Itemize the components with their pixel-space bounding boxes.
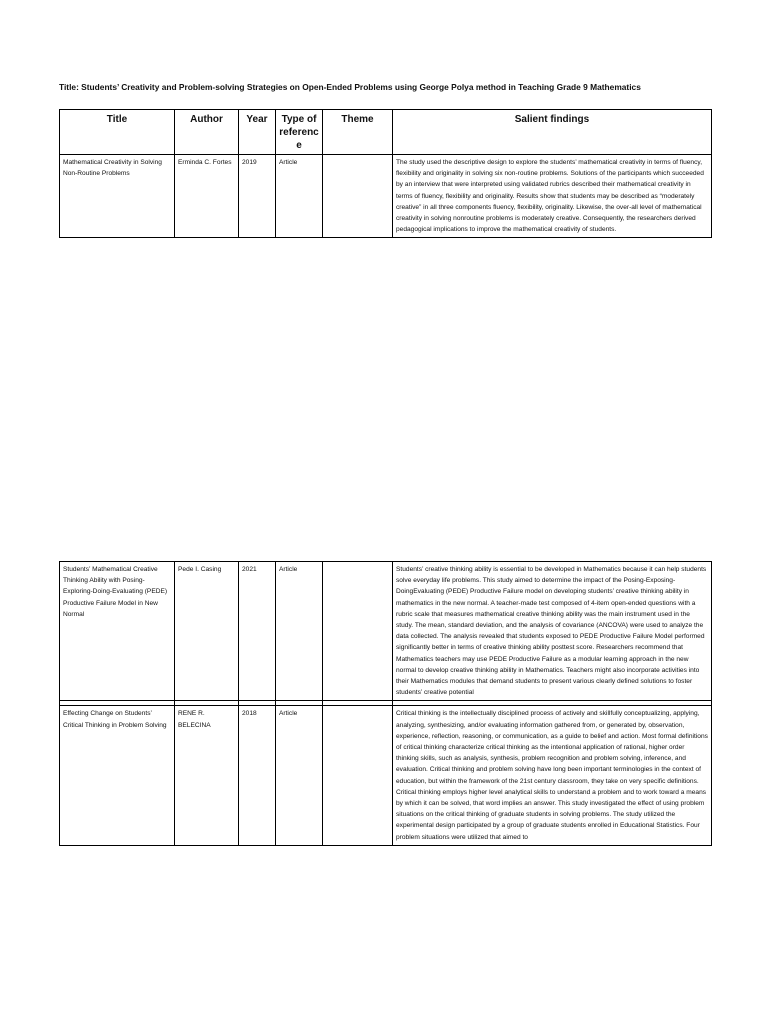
- cell-author: Pede I. Casing: [175, 562, 239, 701]
- cell-theme: [323, 706, 393, 845]
- table-header-row: [60, 110, 712, 155]
- header-salient-findings: Salient findings: [393, 110, 712, 155]
- cell-title: Effecting Change on Students’ Critical Thinking in Problem Solving: [60, 706, 175, 845]
- header-author: Author: [175, 110, 239, 155]
- cell-title: Students’ Mathematical Creative Thinking Ability with Posing-Exploring-Doing-Evaluating (PEDE) Productive Failure Model in New Normal: [60, 562, 175, 701]
- cell-findings: The study used the descriptive design to explore the students’ mathematical creativity in terms of fluency, flexibility and originality in solving six non-routine problems. Solutions of the participants which succeeded by an interview that were interpreted using validated rubrics described their mathematical creativity in terms of fluency, flexibility and originality. Results show that students may be described as “moderately creative” in all three components fluency, flexibility, originality. Likewise, the over-all level of mathematical creativity in solving nonroutine problems is moderately creative. Consequently, the researchers derived pedagogical implications to improve the mathematical creativity of students.: [393, 155, 712, 238]
- cell-findings: Critical thinking is the intellectually disciplined process of actively and skillfully conceptualizing, applying, analyzing, synthesizing, and/or evaluating information gathered from, or generated by, observation, experience, reflection, reasoning, or communication, as a guide to belief and action. Most formal definitions of critical thinking characterize critical thinking as the intentional application of rational, higher order thinking skills, such as analysis, synthesis, problem recognition and problem solving, inference, and evaluation. Critical thinking and problem solving have long been important terminologies in the context of education, but within the framework of the 21st century classroom, they take on very specific definitions. Critical thinking employs higher level analytical skills to understand a problem and to work toward a means by which it can be solved, that word implies an answer. This study investigated the effect of using problem situations on the critical thinking of graduate students in solving problems. The study utilized the experimental design participated by a group of graduate students enrolled in Educational Statistics. Four problem situations were utilized that aimed to: [393, 706, 712, 845]
- header-theme: Theme: [323, 110, 393, 155]
- cell-findings: Students’ creative thinking ability is essential to be developed in Mathematics because it can help students solve everyday life problems. This study aimed to determine the impact of the Posing-Exposing-DoingEvaluating (PEDE) Productive Failure model on developing students’ creative thinking ability in mathematics in the new normal. A teacher-made test composed of 4-item open-ended questions with a rubric scale that measures mathematical creative thinking ability was the main instrument used in the study. The mean, standard deviation, and the analysis of covariance (ANCOVA) were used to analyze the data collected. The analysis revealed that students exposed to PEDE Productive Failure Model performed significantly better in terms of creative thinking ability posttest score. Researchers recommend that Mathematics teachers may use PEDE Productive Failure as a modular learning approach in the new normal to develop creative thinking ability in Mathematics. Teachers might also incorporate activities into their Mathematics modules that demand students to present various clearly defined solutions to foster students’ creative potential: [393, 562, 712, 701]
- cell-type: Article: [276, 155, 323, 238]
- literature-table-page-bottom: [59, 561, 712, 846]
- cell-theme: [323, 155, 393, 238]
- document-title: Title: Students’ Creativity and Problem-solving Strategies on Open-Ended Problems using George Polya method in Teaching Grade 9 Mathematics: [59, 82, 641, 92]
- cell-title: Mathematical Creativity in Solving Non-Routine Problems: [60, 155, 175, 238]
- cell-author: RENE R. BELECINA: [175, 706, 239, 845]
- cell-type: Article: [276, 562, 323, 701]
- header-type-of-reference: Type of reference: [276, 110, 323, 155]
- cell-year: 2019: [239, 155, 276, 238]
- table-row: [60, 562, 712, 701]
- table-row: [60, 155, 712, 238]
- header-year: Year: [239, 110, 276, 155]
- cell-theme: [323, 562, 393, 701]
- cell-year: 2018: [239, 706, 276, 845]
- literature-table-page-top: [59, 109, 712, 238]
- table-row: [60, 706, 712, 845]
- cell-year: 2021: [239, 562, 276, 701]
- header-title: Title: [60, 110, 175, 155]
- cell-author: Erminda C. Fortes: [175, 155, 239, 238]
- cell-type: Article: [276, 706, 323, 845]
